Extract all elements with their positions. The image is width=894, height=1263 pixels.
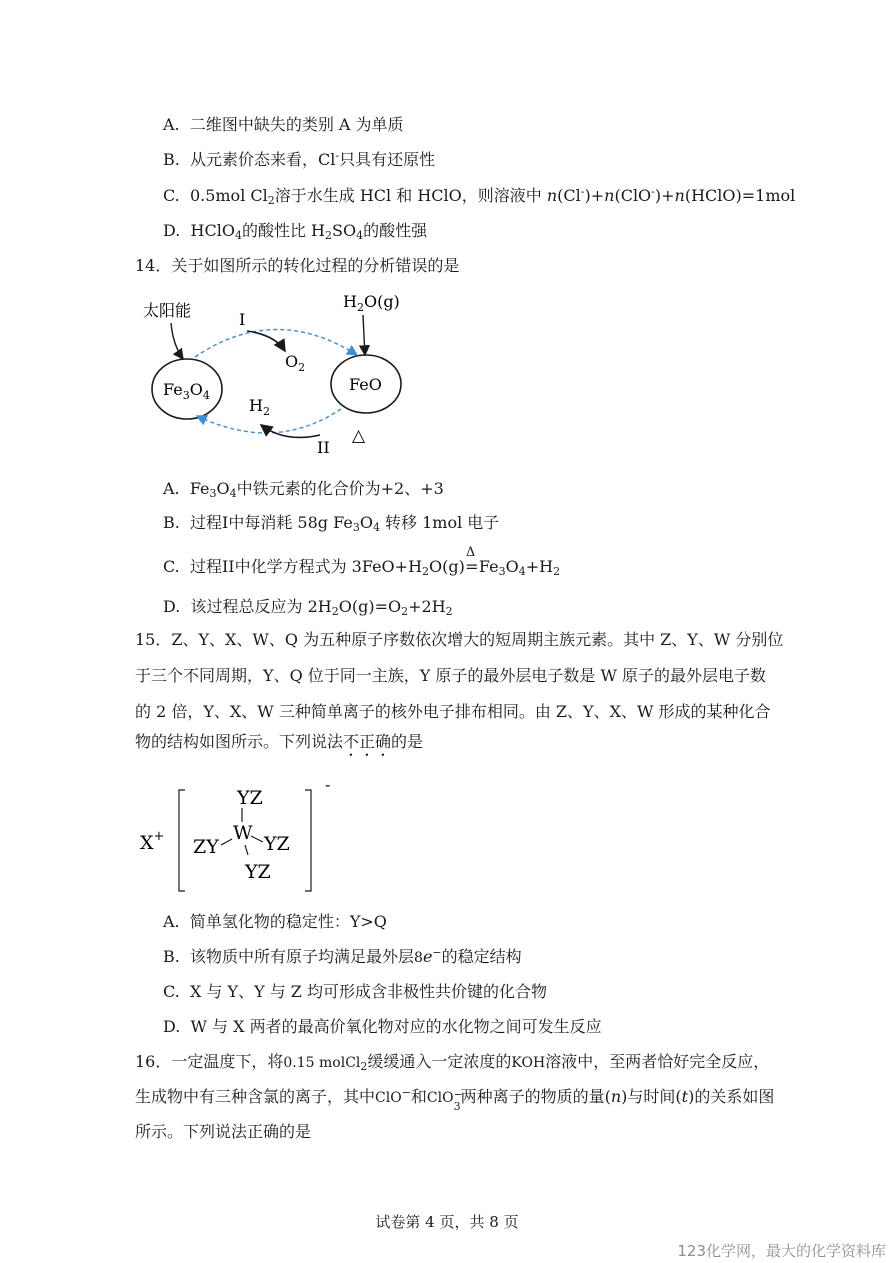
q14-option-a: A. $Fe_3O_4$中铁元素的化合价为+2、+3: [163, 479, 444, 500]
q14-stem: 14．关于如图所示的转化过程的分析错误的是: [135, 256, 460, 275]
q15-stem-line-4: 物的结构如图所示。下列说法不正确的是: [135, 732, 424, 751]
page-footer: 试卷第 4 页，共 8 页: [375, 1213, 519, 1231]
top-group: YZ: [237, 787, 263, 809]
q14-cycle-diagram: [135, 285, 425, 465]
q14-option-b: B. 过程I中每消耗 58g $Fe_3O_4$ 转移 1mol 电子: [163, 513, 500, 534]
h2-label: $H_2$: [249, 396, 270, 418]
left-bracket: [179, 790, 185, 891]
emphasis-not-correct: 不正确: [343, 732, 392, 751]
solar-arrow: [171, 323, 183, 359]
anion-charge: -: [325, 778, 331, 794]
h2-arrow: [261, 425, 320, 437]
heat-symbol: △: [352, 426, 366, 446]
process-1-dashed-arc: [195, 329, 357, 357]
q16-stem-line-3: 所示。下列说法正确的是: [135, 1122, 312, 1141]
process-2-label: II: [317, 438, 330, 457]
q15-structure-diagram: [135, 778, 355, 898]
solar-energy-label: 太阳能: [143, 301, 192, 320]
q13-option-b: B. 从元素价态来看，Cl-只具有还原性: [163, 149, 436, 169]
q16-stem-line-1: 16．一定温度下，将0.15 molCl$_2$缓缓通入一定浓度的KOH溶液中，至两者恰好完全反应，: [135, 1052, 770, 1073]
q16-stem-line-2: 生成物中有三种含氯的离子，其中ClO−和ClO − 3 两种离子的物质的量(n)与时间(t)的关系如图: [135, 1086, 775, 1113]
right-bracket: [305, 790, 311, 891]
feo-label: FeO: [349, 375, 382, 394]
process-1-label: I: [239, 310, 246, 329]
q13-option-a-text: 二维图中缺失的类别 A 为单质: [189, 115, 404, 134]
site-watermark: 123化学网，最大的化学资料库: [677, 1242, 886, 1260]
right-group: YZ: [264, 833, 290, 855]
left-group: ZY: [193, 836, 219, 858]
cation-label: X+: [140, 829, 165, 854]
bond-right: [251, 836, 263, 842]
q13-option-c: C. 0.5mol $Cl_2$溶于水生成 HCl 和 HClO，则溶液中 n(Cl-)+n(ClO-)+n(HClO)=1mol: [163, 185, 796, 207]
q15-stem-line-2: 于三个不同周期，Y、Q 位于同一主族，Y 原子的最外层电子数是 W 原子的最外层电子数: [135, 666, 767, 685]
center-atom: W: [233, 822, 253, 844]
q14-option-d: D. 该过程总反应为 $2H_2O(g)=O_2+2H_2$: [163, 597, 453, 618]
q15-stem-line-1: 15．Z、Y、X、W、Q 为五种原子序数依次增大的短周期主族元素。其中 Z、Y、W 分别位: [135, 630, 784, 649]
q13-option-d: D. HClO$_4$的酸性比 $H_2SO_4$的酸性强: [163, 221, 428, 242]
water-label: $H_2O(g)$: [343, 292, 400, 314]
water-arrow: [363, 315, 365, 355]
q15-stem-line-3: 的 2 倍，Y、X、W 三种简单离子的核外电子排布相同。由 Z、Y、X、W 形成的某种化合: [135, 702, 771, 721]
fe3o4-label: $Fe_3O_4$: [163, 380, 210, 402]
q15-option-b: B. 该物质中所有原子均满足最外层8e−的稳定结构: [163, 946, 522, 966]
q15-option-d: D. W 与 X 两者的最高价氧化物对应的水化物之间可发生反应: [163, 1017, 602, 1036]
q15-option-c: C. X 与 Y、Y 与 Z 均可形成含非极性共价键的化合物: [163, 982, 548, 1001]
bottom-group: YZ: [245, 861, 271, 883]
o2-label: $O_2$: [285, 352, 306, 374]
q15-option-a: A. 简单氢化物的稳定性：Y>Q: [163, 912, 387, 931]
o2-arrow: [247, 331, 285, 351]
heat-condition-arrow: Δ =: [465, 545, 479, 576]
bond-bottom: [245, 845, 248, 855]
bond-left: [221, 839, 232, 845]
q14-option-c: C. 过程II中化学方程式为 $3FeO+H_2O(g)$ Δ $=Fe_3O_4+H_2$: [163, 545, 561, 578]
q13-option-a: A. 二维图中缺失的类别 A 为单质: [163, 115, 404, 134]
